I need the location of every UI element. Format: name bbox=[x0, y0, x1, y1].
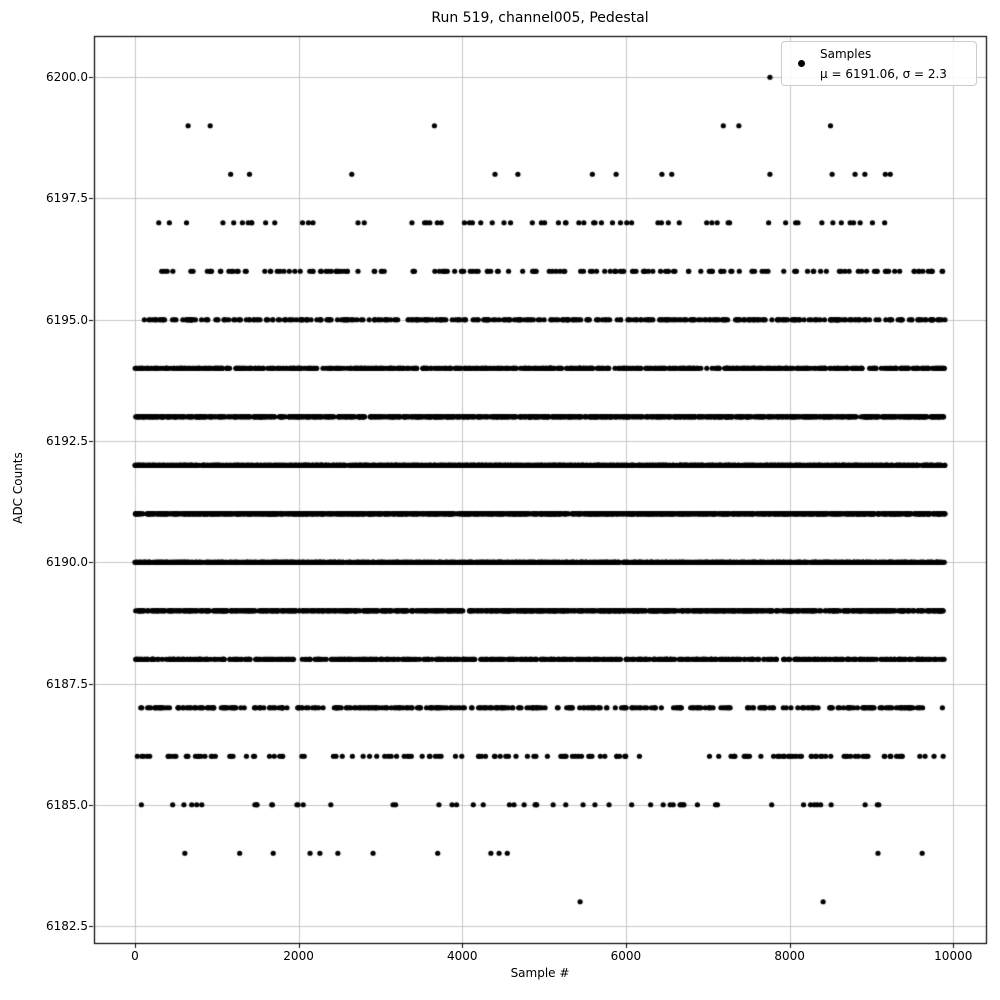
y-tick-label: 6185.0 bbox=[46, 797, 88, 812]
y-tick-label: 6182.5 bbox=[46, 919, 88, 934]
legend bbox=[781, 41, 977, 86]
legend-text bbox=[820, 44, 947, 84]
y-tick-label: 6197.5 bbox=[46, 191, 88, 206]
x-tick-label: 0 bbox=[131, 949, 139, 963]
y-tick-label: 6187.5 bbox=[46, 676, 88, 691]
y-tick-label: 6192.5 bbox=[46, 433, 88, 448]
x-axis-label: Sample # bbox=[510, 966, 570, 980]
sample-marker-icon bbox=[798, 60, 805, 67]
y-tick-label: 6200.0 bbox=[46, 70, 88, 85]
y-tick-label: 6190.0 bbox=[46, 555, 88, 570]
x-tick-label: 4000 bbox=[446, 949, 478, 963]
x-tick-label: 8000 bbox=[774, 949, 805, 963]
legend-label-samples: Samples bbox=[820, 46, 872, 61]
chart-title: Run 519, channel005, Pedestal bbox=[431, 10, 649, 26]
x-tick-label: 10000 bbox=[934, 949, 973, 963]
y-tick-label: 6195.0 bbox=[46, 312, 88, 327]
x-tick-label: 2000 bbox=[283, 949, 314, 963]
x-tick-label: 6000 bbox=[610, 949, 642, 963]
legend-label-stats: μ = 6191.06, σ = 2.3 bbox=[820, 66, 947, 81]
y-axis-label: ADC Counts bbox=[11, 452, 25, 524]
legend-marker-cell bbox=[782, 60, 820, 67]
